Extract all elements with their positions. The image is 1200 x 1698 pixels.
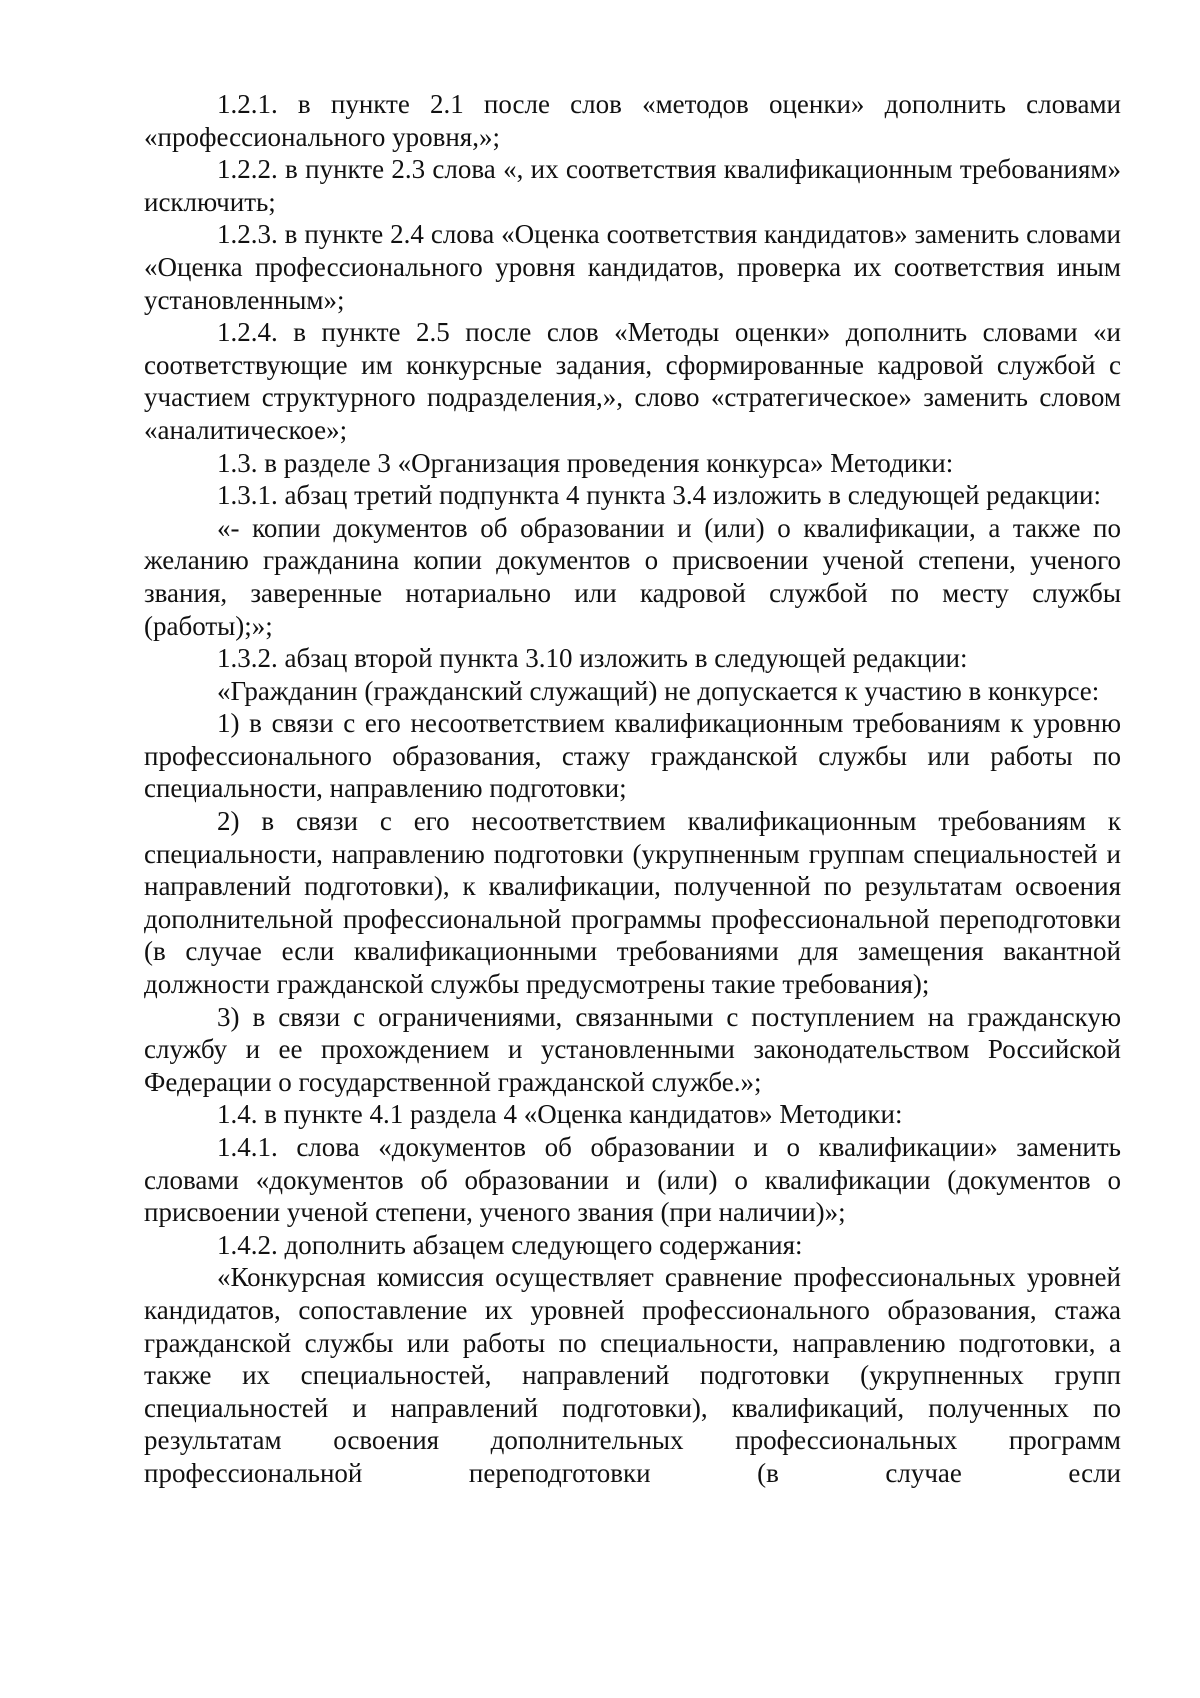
paragraph-quote-commission: «Конкурсная комиссия осуществляет сравнение профессиональных уровней кандидатов, сопоставление их уровней профессионального образования, стажа гражданской службы или работы по специальности, направлению подготовки, а также их специальностей, направлений подготовки (укрупненных групп специальностей и направлений подготовки), квалификаций, полученных по результатам освоения дополнительных профессиональных программ профессиональной переподготовки (в случае если	[144, 1262, 1121, 1488]
paragraph-1-4-1: 1.4.1. слова «документов об образовании и о квалификации» заменить словами «документов об образовании и (или) о квалификации (документов о присвоении ученой степени, ученого звания (при наличии)»;	[144, 1132, 1121, 1228]
paragraph-item-1: 1) в связи с его несоответствием квалификационным требованиям к уровню профессионального образования, стажу гражданской службы или работы по специальности, направлению подготовки;	[144, 708, 1121, 804]
paragraph-item-3: 3) в связи с ограничениями, связанными с поступлением на гражданскую службу и ее прохождением и установленными законодательством Российской Федерации о государственной гражданской службе.»;	[144, 1001, 1121, 1097]
paragraph-1-3-1: 1.3.1. абзац третий подпункта 4 пункта 3.4 изложить в следующей редакции:	[217, 480, 1101, 511]
paragraph-quote-documents: «- копии документов об образовании и (или) о квалификации, а также по желанию гражданина копии документов о присвоении ученой степени, ученого звания, заверенные нотариально или кадровой службой по месту службы (работы);»;	[144, 512, 1121, 641]
paragraph-1-2-1: 1.2.1. в пункте 2.1 после слов «методов оценки» дополнить словами «профессионального уровня,»;	[144, 89, 1121, 152]
paragraph-1-2-2: 1.2.2. в пункте 2.3 слова «, их соответствия квалификационным требованиям» исключить;	[144, 154, 1121, 217]
paragraph-1-2-3: 1.2.3. в пункте 2.4 слова «Оценка соответствия кандидатов» заменить словами «Оценка профессионального уровня кандидатов, проверка их соответствия иным установленным»;	[144, 219, 1121, 315]
paragraph-1-4-2: 1.4.2. дополнить абзацем следующего содержания:	[217, 1229, 803, 1260]
paragraph-quote-citizen: «Гражданин (гражданский служащий) не допускается к участию в конкурсе:	[217, 675, 1100, 706]
paragraph-1-3: 1.3. в разделе 3 «Организация проведения конкурса» Методики:	[217, 447, 954, 478]
paragraph-1-2-4: 1.2.4. в пункте 2.5 после слов «Методы оценки» дополнить словами «и соответствующие им конкурсные задания, сформированные кадровой службой с участием структурного подразделения,», слово «стратегическое» заменить словом «аналитическое»;	[144, 317, 1121, 445]
paragraph-1-4: 1.4. в пункте 4.1 раздела 4 «Оценка кандидатов» Методики:	[217, 1099, 903, 1130]
document-body	[144, 88, 1121, 1490]
paragraph-item-2: 2) в связи с его несоответствием квалификационным требованиям к специальности, направлению подготовки (укрупненным группам специальностей и направлений подготовки), к квалификации, полученной по результатам освоения дополнительной профессиональной программы профессиональной переподготовки (в случае если квалификационными требованиями для замещения вакантной должности гражданской службы предусмотрены такие требования);	[144, 806, 1121, 1000]
paragraph-1-3-2: 1.3.2. абзац второй пункта 3.10 изложить в следующей редакции:	[217, 643, 968, 674]
